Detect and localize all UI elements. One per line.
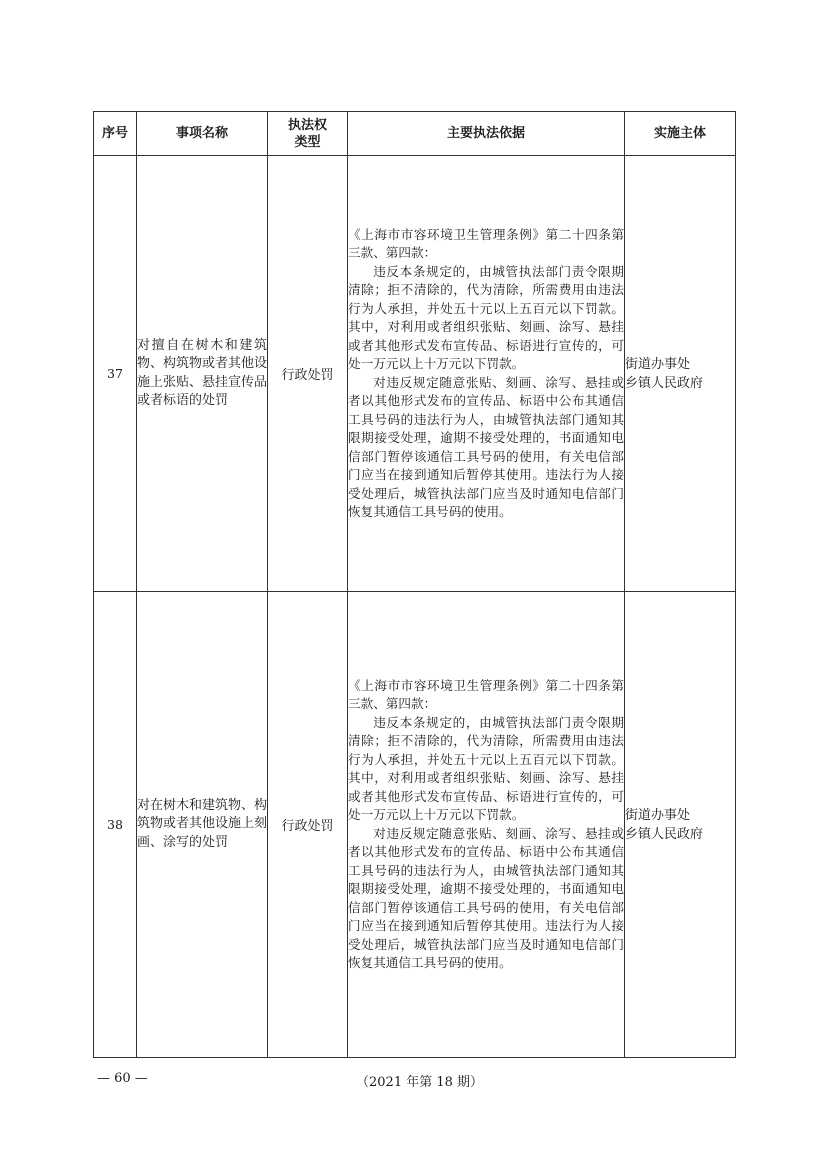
page-number: — 60 —: [97, 1071, 148, 1086]
subject-line: 乡镇人民政府: [625, 375, 704, 391]
subject-line: 街道办事处: [625, 356, 691, 372]
row-subject: [625, 156, 736, 592]
header-subject: 实施主体: [625, 112, 736, 156]
header-basis: 主要执法依据: [348, 112, 625, 156]
row-power-type: 行政处罚: [268, 156, 348, 592]
basis-citation: 《上海市市容环境卫生管理条例》第二十四条第三款、第四款：: [348, 677, 624, 711]
subject-line: 街道办事处: [625, 807, 691, 823]
basis-paragraph: 违反本条规定的，由城管执法部门责令限期清除；拒不清除的，代为清除，所需费用由违法行为人承担，并处五十元以上五百元以下罚款。其中，对利用或者组织张贴、刻画、涂写、悬挂或者其他形式发布宣传品、标语进行宣传的，可处一万元以上十万元以下罚款。: [348, 714, 624, 822]
row-seq: 37: [94, 156, 137, 592]
header-seq: 序号: [94, 112, 137, 156]
row-seq: 38: [94, 592, 137, 1058]
basis-paragraph: 对违反规定随意张贴、刻画、涂写、悬挂或者以其他形式发布的宣传品、标语中公布其通信工具号码的违法行为人，由城管执法部门通知其限期接受处理，逾期不接受处理的，书面通知电信部门暂停该通信工具号码的使用，有关电信部门应当在接到通知后暂停其使用。违法行为人接受处理后，城管执法部门应当及时通知电信部门恢复其通信工具号码的使用。: [348, 825, 624, 970]
enforcement-table: [93, 111, 736, 1058]
subject-line: 乡镇人民政府: [625, 826, 704, 842]
row-item-name: 对在树木和建筑物、构筑物或者其他设施上刻画、涂写的处罚: [137, 592, 268, 1058]
issue-label: （2021 年第 18 期）: [356, 1075, 484, 1090]
table-row: [94, 156, 736, 592]
table-row: [94, 592, 736, 1058]
row-basis: [348, 156, 625, 592]
header-power-type: 执法权 类型: [268, 112, 348, 156]
row-basis: [348, 592, 625, 1058]
basis-paragraph: 对违反规定随意张贴、刻画、涂写、悬挂或者以其他形式发布的宣传品、标语中公布其通信工具号码的违法行为人，由城管执法部门通知其限期接受处理，逾期不接受处理的，书面通知电信部门暂停该通信工具号码的使用，有关电信部门应当在接到通知后暂停其使用。违法行为人接受处理后，城管执法部门应当及时通知电信部门恢复其通信工具号码的使用。: [348, 374, 624, 519]
header-item-name: 事项名称: [137, 112, 268, 156]
row-item-name: 对擅自在树木和建筑物、构筑物或者其他设施上张贴、悬挂宣传品或者标语的处罚: [137, 156, 268, 592]
row-power-type: 行政处罚: [268, 592, 348, 1058]
row-subject: [625, 592, 736, 1058]
table-header-row: [94, 112, 736, 156]
basis-citation: 《上海市市容环境卫生管理条例》第二十四条第三款、第四款：: [348, 226, 624, 260]
basis-paragraph: 违反本条规定的，由城管执法部门责令限期清除；拒不清除的，代为清除，所需费用由违法行为人承担，并处五十元以上五百元以下罚款。其中，对利用或者组织张贴、刻画、涂写、悬挂或者其他形式发布宣传品、标语进行宣传的，可处一万元以上十万元以下罚款。: [348, 263, 624, 371]
